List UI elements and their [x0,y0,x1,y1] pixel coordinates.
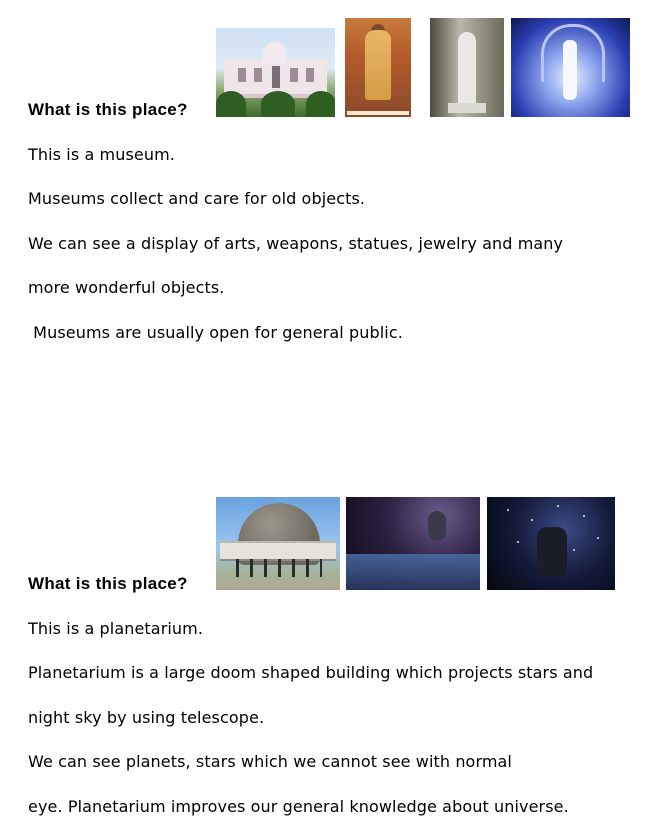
planetarium-line-3: night sky by using telescope. [28,708,265,727]
planetarium-question: What is this place? [28,574,188,593]
planetarium-line-2: Planetarium is a large doom shaped building which projects stars and [28,663,594,682]
museum-building-image [216,28,335,117]
museum-line-4: more wonderful objects. [28,278,225,297]
planetarium-line-5: eye. Planetarium improves our general knowledge about universe. [28,797,569,816]
museum-line-3: We can see a display of arts, weapons, statues, jewelry and many [28,234,564,253]
planetarium-dome-image [216,497,340,590]
planetarium-interior-image [346,497,480,590]
portrait-image [345,18,411,117]
planetarium-line-4: We can see planets, stars which we cannot see with normal [28,752,512,771]
museum-line-1: This is a museum. [28,145,175,164]
fountain-hall-image [511,18,630,117]
statue-image [430,18,504,117]
museum-line-5: Museums are usually open for general public. [28,323,403,342]
star-projector-image [487,497,615,590]
museum-question: What is this place? [28,100,188,119]
planetarium-line-1: This is a planetarium. [28,619,204,638]
museum-line-2: Museums collect and care for old objects. [28,189,366,208]
